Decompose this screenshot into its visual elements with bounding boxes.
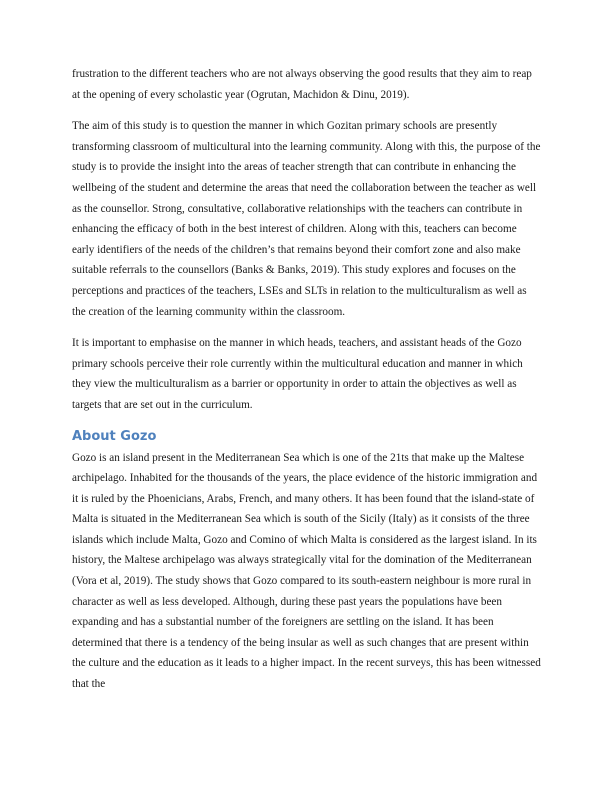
paragraph-study-aim: The aim of this study is to question the manner in which Gozitan primary schools are presently transforming classroom of multicultural into the learning community. Along with this, the purpose of the study is to provide the insight into the areas of teacher strength that can contribute in enhancing the wellbeing of the student and determine the areas that need the collaboration between the teacher as well as the counsellor. Strong, consultative, collaborative relationships with the teachers can contribute in enhancing the efficacy of both in the best interest of children. Along with this, teachers can become early identifiers of the needs of the children’s that remains beyond their comfort zone and also make suitable referrals to the counsellors (Banks & Banks, 2019). This study explores and focuses on the perceptions and practices of the teachers, LSEs and SLTs in relation to the multiculturalism as well as the creation of the learning community within the classroom. [72, 120, 541, 318]
paragraph-emphasis: It is important to emphasise on the manner in which heads, teachers, and assistant heads of the Gozo primary schools perceive their role currently within the multicultural education and manner in which they view the multiculturalism as a barrier or opportunity in order to attain the objectives as well as targets that are set out in the curriculum. [72, 337, 523, 411]
paragraph-frustration: frustration to the different teachers who are not always observing the good results that they aim to reap at the opening of every scholastic year (Ogrutan, Machidon & Dinu, 2019). [72, 68, 532, 101]
paragraph-about-gozo: Gozo is an island present in the Mediterranean Sea which is one of the 21ts that make up the Maltese archipelago. Inhabited for the thousands of the years, the place evidence of the historic immigration and it is ruled by the Phoenicians, Arabs, French, and many others. It has been found that the island-state of Malta is situated in the Mediterranean Sea which is south of the Sicily (Italy) as it consists of the three islands which include Malta, Gozo and Comino of which Malta is considered as the largest island. In its history, the Maltese archipelago was always strategically vital for the domination of the Mediterranean (Vora et al, 2019). The study shows that Gozo compared to its south-eastern neighbour is more rural in character as well as less developed. Although, during these past years the populations have been expanding and has a substantial number of the foreigners are settling on the island. It has been determined that there is a tendency of the being insular as well as such changes that are present within the culture and the education as it leads to a higher impact. In the recent surveys, this has been witnessed that the [72, 451, 541, 691]
section-heading-about-gozo: About Gozo [72, 428, 157, 444]
